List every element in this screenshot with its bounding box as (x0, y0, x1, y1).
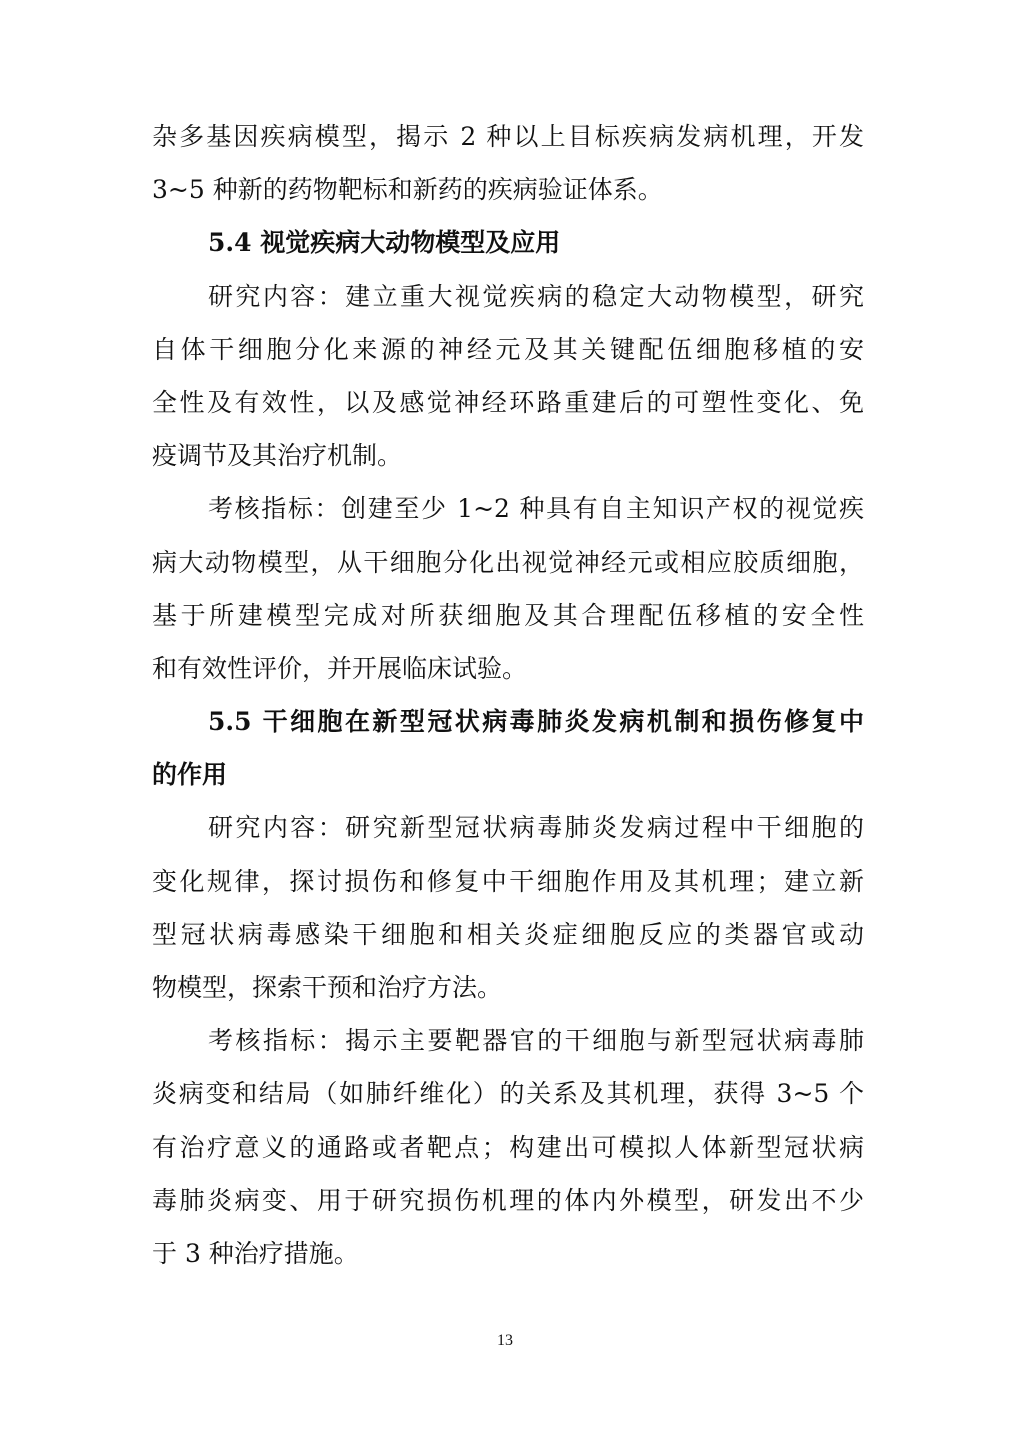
body-line: 全性及有效性，以及感觉神经环路重建后的可塑性变化、免 (152, 387, 864, 417)
body-line: 自体干细胞分化来源的神经元及其关键配伍细胞移植的安 (152, 334, 864, 364)
body-line: 于 3 种治疗措施。 (152, 1238, 359, 1268)
document-body (152, 110, 864, 1280)
body-line: 研究内容：研究新型冠状病毒肺炎发病过程中干细胞的 (208, 813, 864, 843)
section-heading-5-5: 5.5 干细胞在新型冠状病毒肺炎发病机制和损伤修复中 (208, 707, 864, 737)
section-heading-5-5-cont: 的作用 (152, 760, 228, 790)
body-line: 考核指标：揭示主要靶器官的干细胞与新型冠状病毒肺 (208, 1026, 864, 1056)
body-line: 疫调节及其治疗机制。 (152, 441, 403, 471)
page-number: 13 (497, 1332, 513, 1349)
body-line: 基于所建模型完成对所获细胞及其合理配伍移植的安全性 (152, 600, 864, 630)
body-line: 炎病变和结局（如肺纤维化）的关系及其机理，获得 3~5 个 (152, 1079, 864, 1109)
body-line: 和有效性评价，并开展临床试验。 (152, 653, 528, 683)
body-line: 型冠状病毒感染干细胞和相关炎症细胞反应的类器官或动 (152, 919, 864, 949)
body-line: 3~5 种新的药物靶标和新药的疾病验证体系。 (152, 175, 663, 205)
body-line: 物模型，探索干预和治疗方法。 (152, 973, 503, 1002)
body-line: 考核指标：创建至少 1~2 种具有自主知识产权的视觉疾 (208, 494, 864, 524)
body-line: 变化规律，探讨损伤和修复中干细胞作用及其机理；建立新 (152, 866, 864, 896)
body-line: 有治疗意义的通路或者靶点；构建出可模拟人体新型冠状病 (152, 1132, 864, 1162)
body-line: 研究内容：建立重大视觉疾病的稳定大动物模型，研究 (208, 281, 864, 311)
section-heading-5-4: 5.4 视觉疾病大动物模型及应用 (208, 228, 561, 258)
body-line: 毒肺炎病变、用于研究损伤机理的体内外模型，研发出不少 (152, 1185, 864, 1215)
body-line: 病大动物模型，从干细胞分化出视觉神经元或相应胶质细胞， (152, 547, 864, 577)
body-line: 杂多基因疾病模型，揭示 2 种以上目标疾病发病机理，开发 (152, 122, 864, 151)
